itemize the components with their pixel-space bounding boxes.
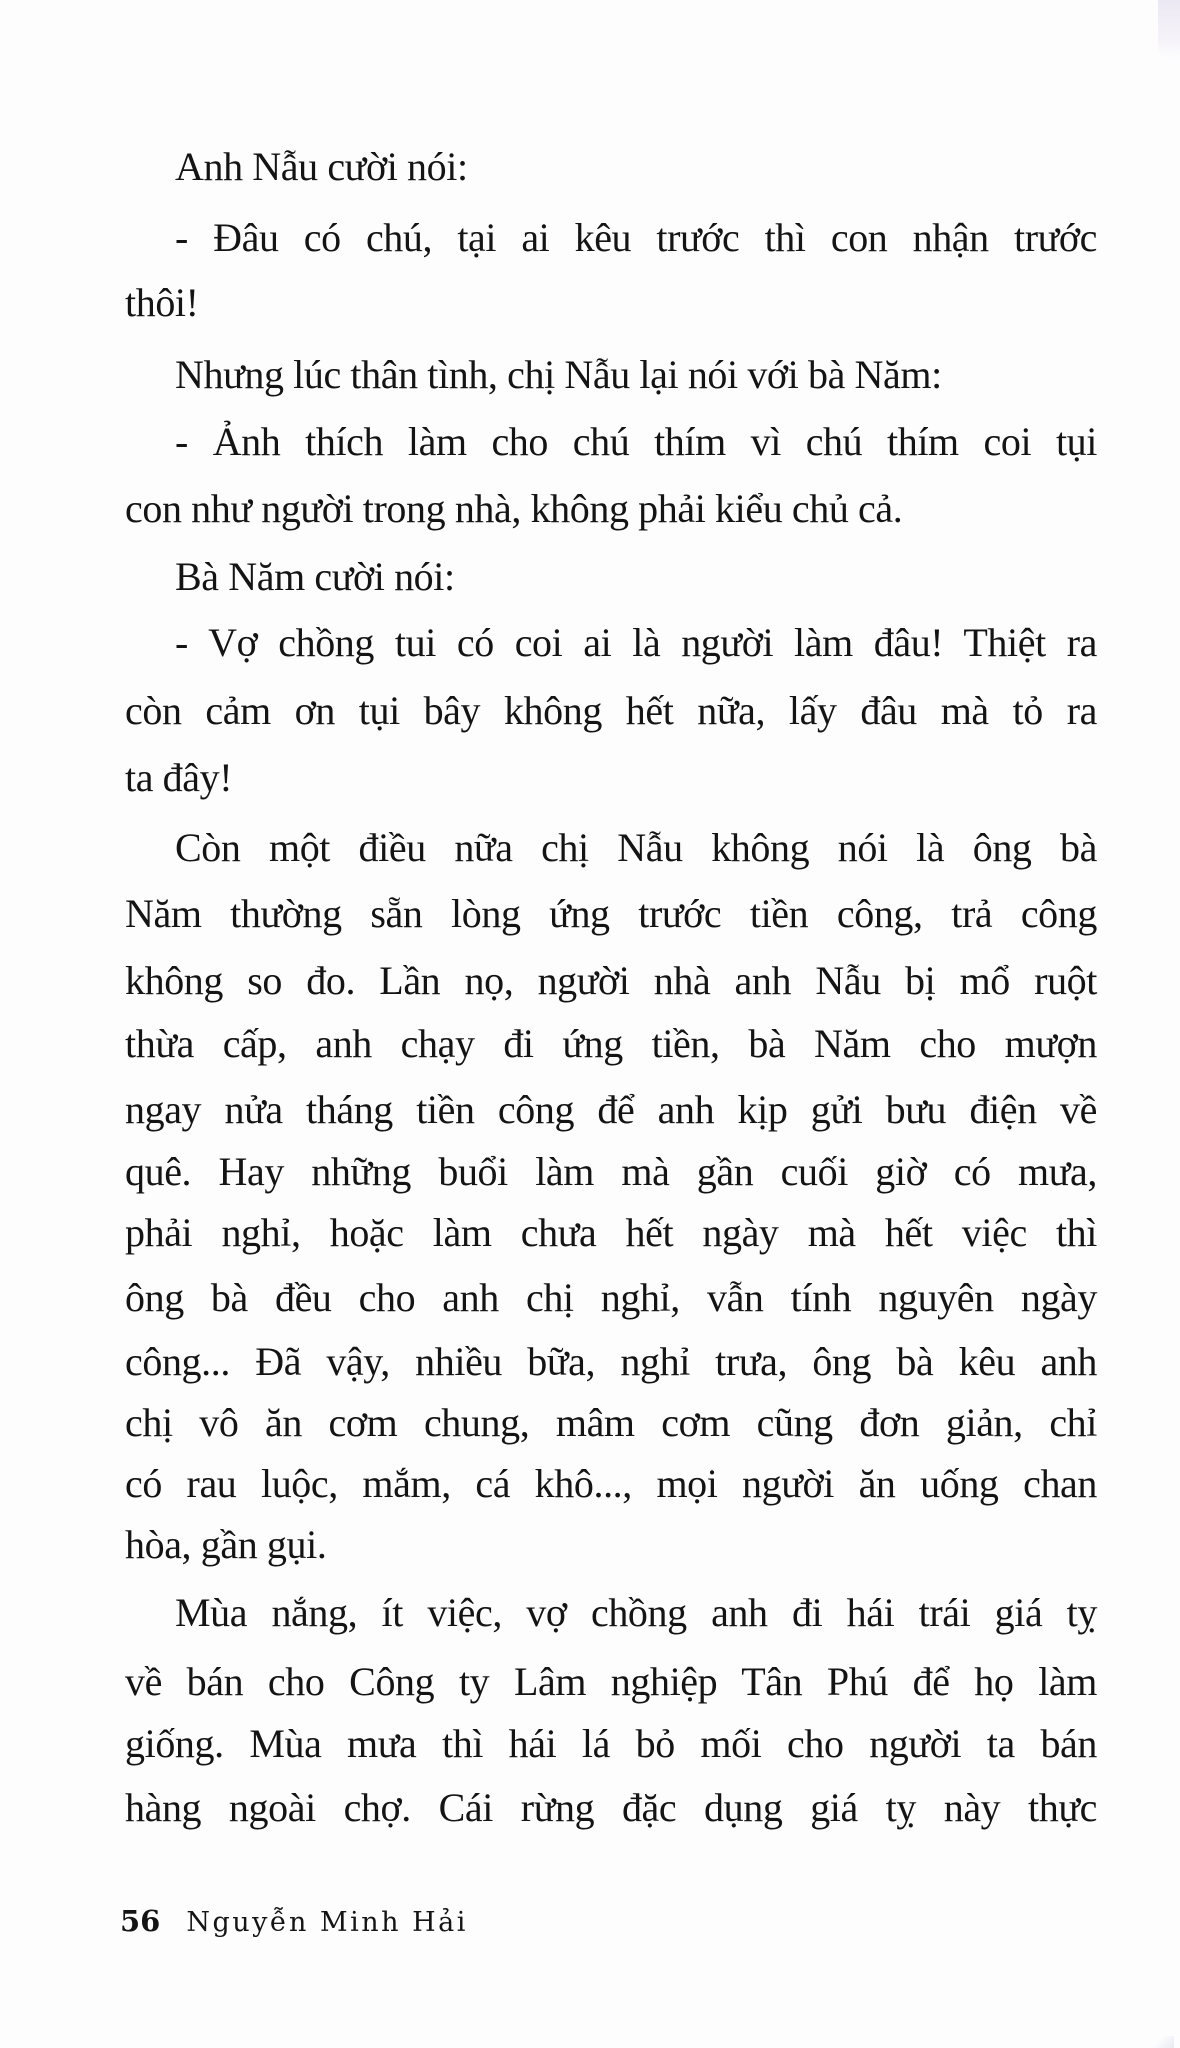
paragraph-line: hòa, gần gụi. — [125, 1522, 327, 1567]
paragraph-line: về bán cho Công ty Lâm nghiệp Tân Phú để họ làm — [125, 1659, 1097, 1704]
paragraph-line: thôi! — [125, 280, 199, 325]
paragraph-line: - Ảnh thích làm cho chú thím vì chú thím coi tụi — [175, 419, 1097, 464]
page-footer — [120, 1906, 468, 1936]
running-footer-author: Nguyễn Minh Hải — [186, 1907, 468, 1938]
paragraph-line: chị vô ăn cơm chung, mâm cơm cũng đơn giản, chỉ — [125, 1400, 1097, 1445]
paragraph-line: không so đo. Lần nọ, người nhà anh Nẫu bị mổ ruột — [125, 958, 1097, 1003]
paragraph-line: ngay nửa tháng tiền công để anh kịp gửi bưu điện về — [125, 1087, 1097, 1132]
paragraph-line: thừa cấp, anh chạy đi ứng tiền, bà Năm cho mượn — [125, 1021, 1097, 1066]
paragraph-line: Anh Nẫu cười nói: — [175, 144, 468, 189]
paragraph-line: - Vợ chồng tui có coi ai là người làm đâu! Thiệt ra — [175, 620, 1097, 665]
paragraph-line: có rau luộc, mắm, cá khô..., mọi người ăn uống chan — [125, 1461, 1097, 1506]
paragraph-line: ta đây! — [125, 755, 233, 800]
paragraph-line: còn cảm ơn tụi bây không hết nữa, lấy đâu mà tỏ ra — [125, 688, 1097, 733]
paragraph-line: phải nghỉ, hoặc làm chưa hết ngày mà hết việc thì — [125, 1210, 1097, 1255]
paragraph-line: Bà Năm cười nói: — [175, 554, 455, 599]
paragraph-line: công... Đã vậy, nhiều bữa, nghỉ trưa, ông bà kêu anh — [125, 1339, 1097, 1384]
paragraph-line: Mùa nắng, ít việc, vợ chồng anh đi hái trái giá tỵ — [175, 1590, 1097, 1635]
paragraph-line: Còn một điều nữa chị Nẫu không nói là ông bà — [175, 825, 1097, 870]
paragraph-line: giống. Mùa mưa thì hái lá bỏ mối cho người ta bán — [125, 1721, 1097, 1766]
paragraph-line: hàng ngoài chợ. Cái rừng đặc dụng giá tỵ này thực — [125, 1785, 1097, 1830]
paragraph-line: Nhưng lúc thân tình, chị Nẫu lại nói với bà Năm: — [175, 352, 942, 397]
paragraph-line: quê. Hay những buổi làm mà gần cuối giờ có mưa, — [125, 1149, 1097, 1194]
page-edge-shadow — [1158, 0, 1180, 60]
page-number: 56 — [120, 1904, 161, 1938]
paragraph-line: - Đâu có chú, tại ai kêu trước thì con nhận trước — [175, 215, 1097, 260]
paragraph-line: ông bà đều cho anh chị nghỉ, vẫn tính nguyên ngày — [125, 1275, 1097, 1320]
paragraph-line: con như người trong nhà, không phải kiểu chủ cả. — [125, 486, 903, 531]
paragraph-line: Năm thường sẵn lòng ứng trước tiền công, trả công — [125, 891, 1097, 936]
page-corner-shadow — [1148, 2036, 1174, 2048]
